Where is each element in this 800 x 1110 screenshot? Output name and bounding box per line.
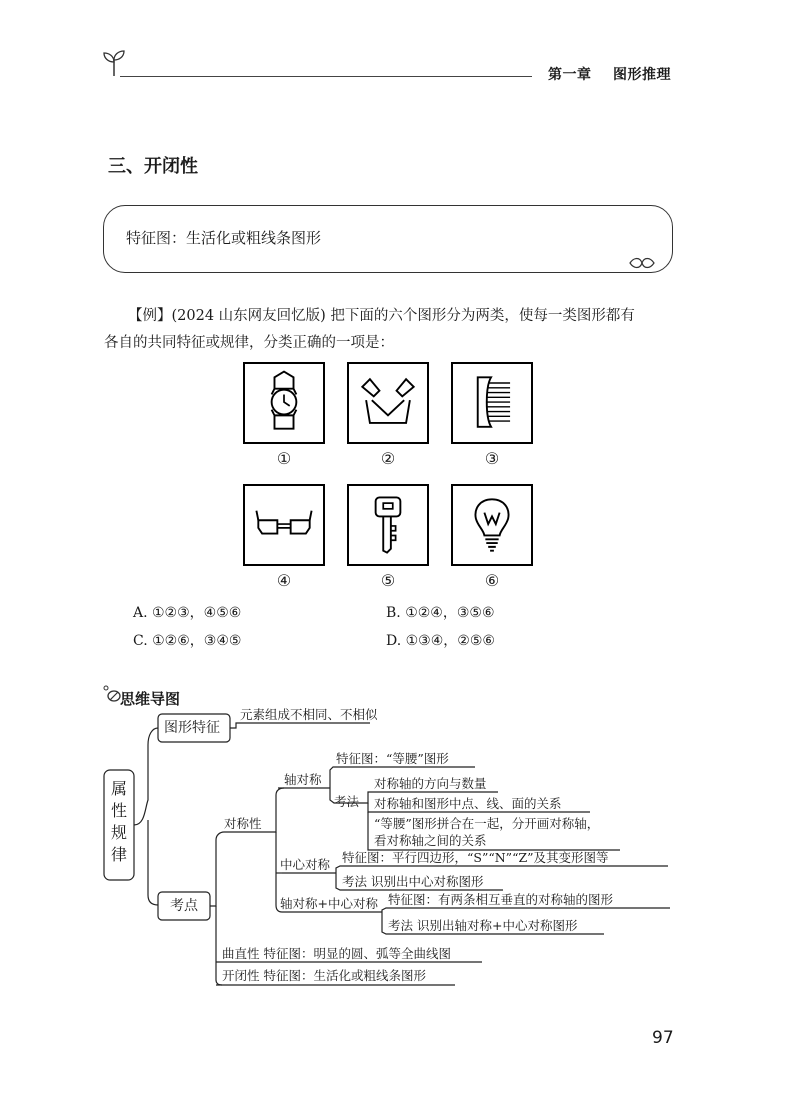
key-icon — [349, 486, 427, 564]
mindmap-node: 曲直性 特征图：明显的圆、弧等全曲线图 — [222, 946, 451, 961]
option-d[interactable]: D. ①③④，②⑤⑥ — [386, 633, 495, 649]
figure-2 — [347, 362, 429, 444]
mindmap-node: 考法 识别出轴对称+中心对称图形 — [388, 918, 578, 933]
figure-1 — [243, 362, 325, 444]
mindmap-node: 对称轴和图形中点、线、面的关系 — [374, 796, 562, 811]
basket-icon — [349, 364, 427, 442]
option-c[interactable]: C. ①②⑥，③④⑤ — [133, 633, 242, 649]
leaf-icon — [628, 256, 656, 270]
mindmap-node: 考点 — [170, 898, 198, 914]
page-number: 97 — [652, 1028, 674, 1048]
watch-icon — [245, 364, 323, 442]
mindmap-node: 特征图：有两条相互垂直的对称轴的图形 — [388, 892, 614, 907]
mindmap-node: 看对称轴之间的关系 — [374, 833, 487, 848]
mindmap-node: “等腰”图形拼合在一起，分开画对称轴， — [374, 816, 600, 831]
mindmap-icon — [102, 684, 122, 704]
example-line-2: 各自的共同特征或规律，分类正确的一项是： — [104, 335, 394, 351]
figure-number: ① — [276, 449, 292, 468]
chapter-title: 第一章 图形推理 — [548, 67, 671, 83]
option-b[interactable]: B. ①②④，③⑤⑥ — [386, 605, 495, 621]
mindmap-node: 对称轴的方向与数量 — [374, 776, 487, 791]
mindmap-node: 对称性 — [224, 816, 262, 831]
mindmap-node: 特征图：“等腰”图形 — [336, 751, 449, 766]
figure-6 — [451, 484, 533, 566]
example-line-1: 【例】(2024 山东网友回忆版) 把下面的六个图形分为两类，使每一类图形都有 — [128, 308, 635, 324]
feature-text: 特征图：生活化或粗线条图形 — [126, 229, 322, 247]
mindmap-node: 特征图：平行四边形，“S”“N”“Z”及其变形图等 — [342, 850, 609, 865]
figure-number: ④ — [276, 571, 292, 590]
mindmap-node: 考法 识别出中心对称图形 — [342, 874, 484, 889]
comb-icon — [453, 364, 531, 442]
header-rule — [120, 76, 532, 77]
mindmap-node: 开闭性 特征图：生活化或粗线条图形 — [222, 968, 426, 983]
mindmap-node: 轴对称+中心对称 — [280, 896, 378, 911]
figure-3 — [451, 362, 533, 444]
option-a[interactable]: A. ①②③，④⑤⑥ — [133, 605, 242, 621]
mindmap-node: 元素组成不相同、不相似 — [240, 707, 378, 722]
lightbulb-icon — [453, 486, 531, 564]
mindmap-node: 考法 — [334, 794, 360, 809]
mindmap-node: 图形特征 — [164, 720, 220, 736]
figure-4 — [243, 484, 325, 566]
sprout-icon — [100, 48, 128, 78]
figure-number: ② — [380, 449, 396, 468]
figure-number: ③ — [484, 449, 500, 468]
mindmap-node: 轴对称 — [284, 772, 322, 787]
figure-5 — [347, 484, 429, 566]
glasses-icon — [245, 486, 323, 564]
figure-number: ⑤ — [380, 571, 396, 590]
section-title: 三、开闭性 — [108, 156, 198, 177]
mindmap-root: 属 性 规 律 — [110, 779, 127, 864]
figure-number: ⑥ — [484, 571, 500, 590]
mindmap-node: 中心对称 — [280, 857, 331, 872]
mindmap-title: 思维导图 — [120, 690, 181, 708]
